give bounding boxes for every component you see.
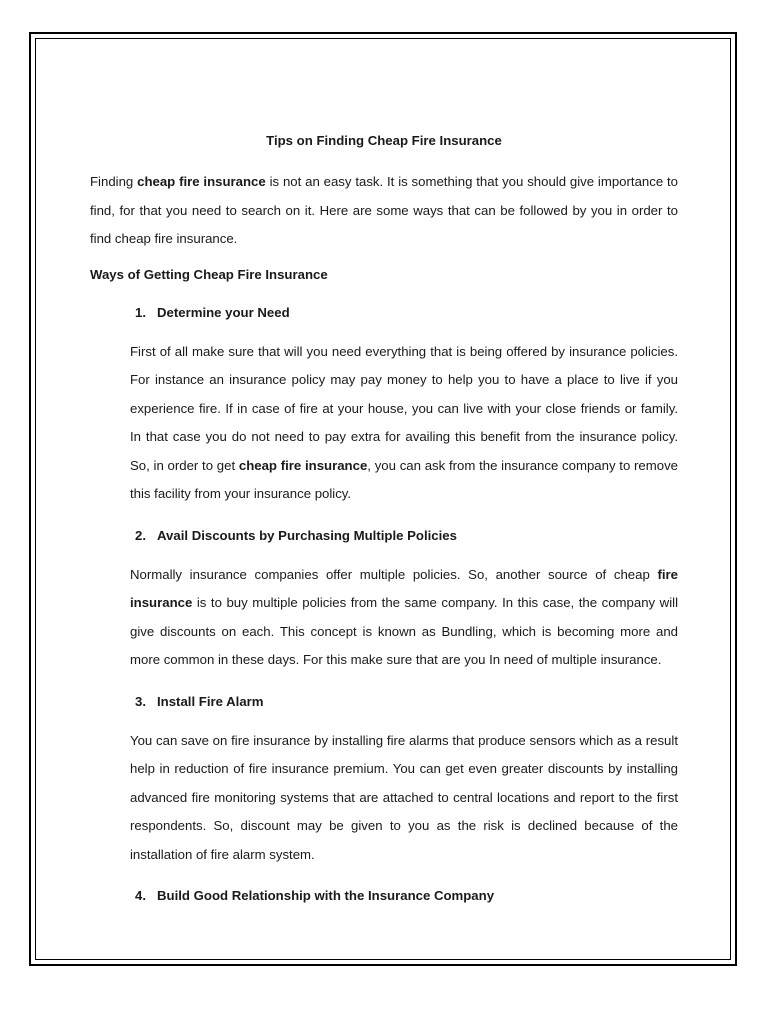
item-paragraph-1	[130, 338, 678, 509]
item-number: 3.	[135, 693, 146, 709]
item-heading-text: Determine your Need	[157, 304, 290, 320]
item-heading-3	[135, 691, 678, 713]
section-heading: Ways of Getting Cheap Fire Insurance	[90, 266, 328, 282]
item-heading-text: Build Good Relationship with the Insurance Company	[157, 888, 495, 903]
item-text-continued: , you can ask from the insurance company to remove this facility from your insurance policy.	[130, 457, 679, 501]
item-number: 1.	[135, 304, 146, 320]
item-heading-2	[135, 525, 678, 547]
item-text: First of all make sure that will you need everything that is being offered by insurance policies. For instance an insurance policy may pay money to help you to have a place to live if you experience fire. If in case of fire at your house, you can live with your close friends or family. In that case you do not need to pay extra for availing this benefit from the insurance policy. So, in order to get	[130, 343, 678, 473]
intro-text: Finding	[90, 174, 138, 189]
item-text: Normally insurance companies offer multiple policies. So, another source of cheap	[130, 566, 658, 582]
item-number: 2.	[135, 527, 146, 543]
document-title: Tips on Finding Cheap Fire Insurance	[266, 133, 502, 148]
item-paragraph-2	[130, 561, 678, 675]
item-bold-keyword: cheap fire insurance	[238, 457, 368, 473]
intro-paragraph	[90, 168, 678, 254]
item-heading-4	[135, 885, 678, 907]
item-heading-text: Install Fire Alarm	[157, 693, 264, 709]
intro-text-continued: is not an easy task. It is something that you should give importance to find, for that you need to search on it. Here are some ways that can be followed by you in order to find cheap fire insurance.	[90, 174, 679, 246]
item-number: 4.	[135, 888, 146, 903]
item-heading-text: Avail Discounts by Purchasing Multiple Policies	[157, 527, 457, 543]
document-content	[90, 130, 678, 907]
intro-bold-keyword: cheap fire insurance	[137, 174, 266, 189]
item-bold-keyword: fire insurance	[130, 566, 678, 610]
item-text-continued: is to buy multiple policies from the same company. In this case, the company will give discounts on each. This concept is known as Bundling, which is becoming more and more common in these days. For this make sure that are you In need of multiple insurance.	[130, 595, 678, 667]
item-heading-1	[135, 302, 678, 324]
item-paragraph-3: You can save on fire insurance by installing fire alarms that produce sensors which as a result help in reduction of fire insurance premium. You can get even greater discounts by installing advanced fire monitoring systems that are attached to central locations and report to the first respondents. So, discount may be given to you as the risk is declined because of the installation of fire alarm system.	[130, 732, 678, 862]
